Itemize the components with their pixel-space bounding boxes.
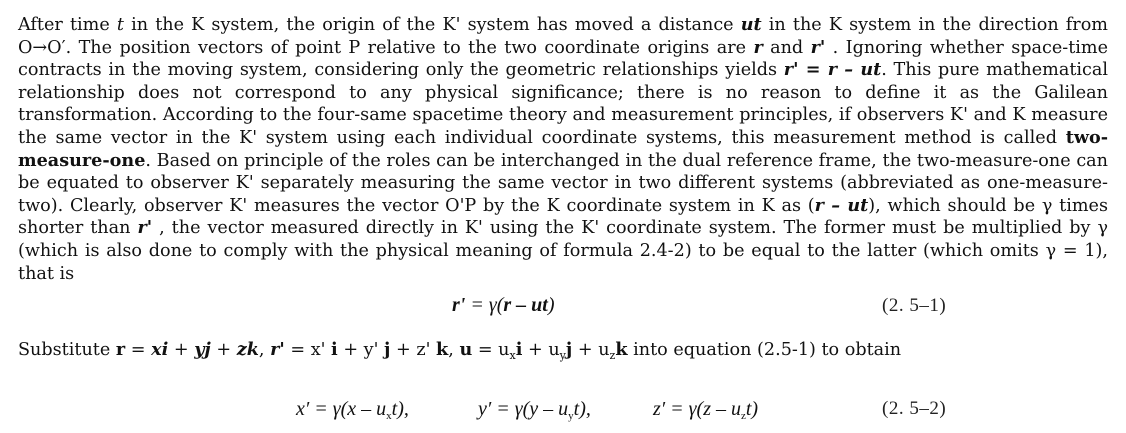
text-run: + y' [337,340,385,360]
math-xi: xi [151,339,169,360]
text-run: , the vector measured directly in K' using the K' coordinate system. The former must be multiplied by γ (which is also done to comply with the physical meaning of formula 2.4-2) to be equal to the latter (which omits γ = 1), that is [18,218,1108,284]
math-j: j [384,339,391,360]
math-j: j [565,339,573,360]
text-run: , [448,340,460,360]
equation-number-1: (2. 5–1) [882,295,947,316]
subscript-y: y [559,349,566,362]
math-i: i [331,339,338,360]
math-r: r [115,339,126,360]
eq-x-end: t), [391,398,409,420]
eq-y-end: t), [573,398,591,420]
text-run: = [125,340,152,360]
subscript-z: z [609,349,616,362]
math-yj: yj [194,339,211,360]
equation-2-5-2-y [478,398,591,422]
text-run: = x' [284,340,332,360]
math-r-prime: r' [137,217,153,239]
text-run: After time [18,15,117,35]
text-run: Substitute [18,340,116,360]
math-relation: r' = r – ut [783,59,882,81]
equation-2-5-1 [452,294,555,317]
text-run: . Ignoring whether space-time contracts in the moving system, considering only the geometric relationships yields [18,37,1108,81]
term-two-measure-one: two-measure-one [18,126,1108,171]
text-run: + u [572,340,610,360]
eq-y: y′ = γ(y – u [478,398,569,420]
text-run: + u [522,340,560,360]
eq-lhs: r' [452,294,466,316]
equation-2-5-2-z [653,398,758,422]
eq-z-end: t) [745,398,759,420]
substitute-line [18,339,901,367]
text-run: + [210,340,237,360]
text-run: . Based on principle of the roles can be interchanged in the dual reference frame, the two-measure-one can be equated to observer K' separately measuring the same vector in two different systems (abbreviated as one-measure-two). Clearly, observer K' measures the vector O'P by the K coordinate system in K as ( [18,150,1108,216]
math-k: k [436,339,449,360]
subscript-x: x [509,349,516,362]
text-run: in the K system in the direction from O→O′. The position vectors of point P relative to the two coordinate origins are [18,15,1108,58]
body-paragraph [18,14,1108,285]
text-run: and [762,37,811,58]
subscript-z: z [740,410,746,422]
eq-gamma: = γ( [465,294,504,316]
math-u: u [459,339,473,360]
math-k: k [615,339,628,360]
eq-close: ) [547,294,555,316]
subscript-x: x [386,410,392,422]
math-t: t [116,15,124,35]
math-r-prime: r' [810,36,826,58]
subscript-y: y [568,410,574,422]
eq-rhs: r – ut [503,294,548,316]
math-zk: zk [236,339,259,360]
eq-x: x′ = γ(x – u [296,398,387,420]
text-run: into equation (2.5-1) to obtain [627,340,902,360]
text-run: , [258,340,271,360]
math-r-prime: r' [270,339,285,360]
math-r: r [753,36,763,58]
text-run: ), which should be γ times shorter than [18,195,1108,239]
math-i: i [515,339,523,360]
equation-number-2: (2. 5–2) [882,398,947,419]
text-run: = u [472,340,510,360]
text-run: in the K system, the origin of the K' system has moved a distance [123,15,741,35]
text-run: + z' [390,340,437,360]
text-run: . This pure mathematical relationship does not correspond to any physical significance; there is no reason to define it as the Galilean transformation. According to the four-same spacetime theory and measurement principles, if observers K' and K measure the same vector in the K' system using each individual coordinate systems, this measurement method is called [18,60,1108,148]
text-run: + [168,340,195,360]
equation-2-5-2-x [296,398,409,422]
eq-z: z′ = γ(z – u [653,398,741,420]
math-ut: ut [740,14,762,35]
math-r-minus-ut: r – ut [814,194,869,216]
